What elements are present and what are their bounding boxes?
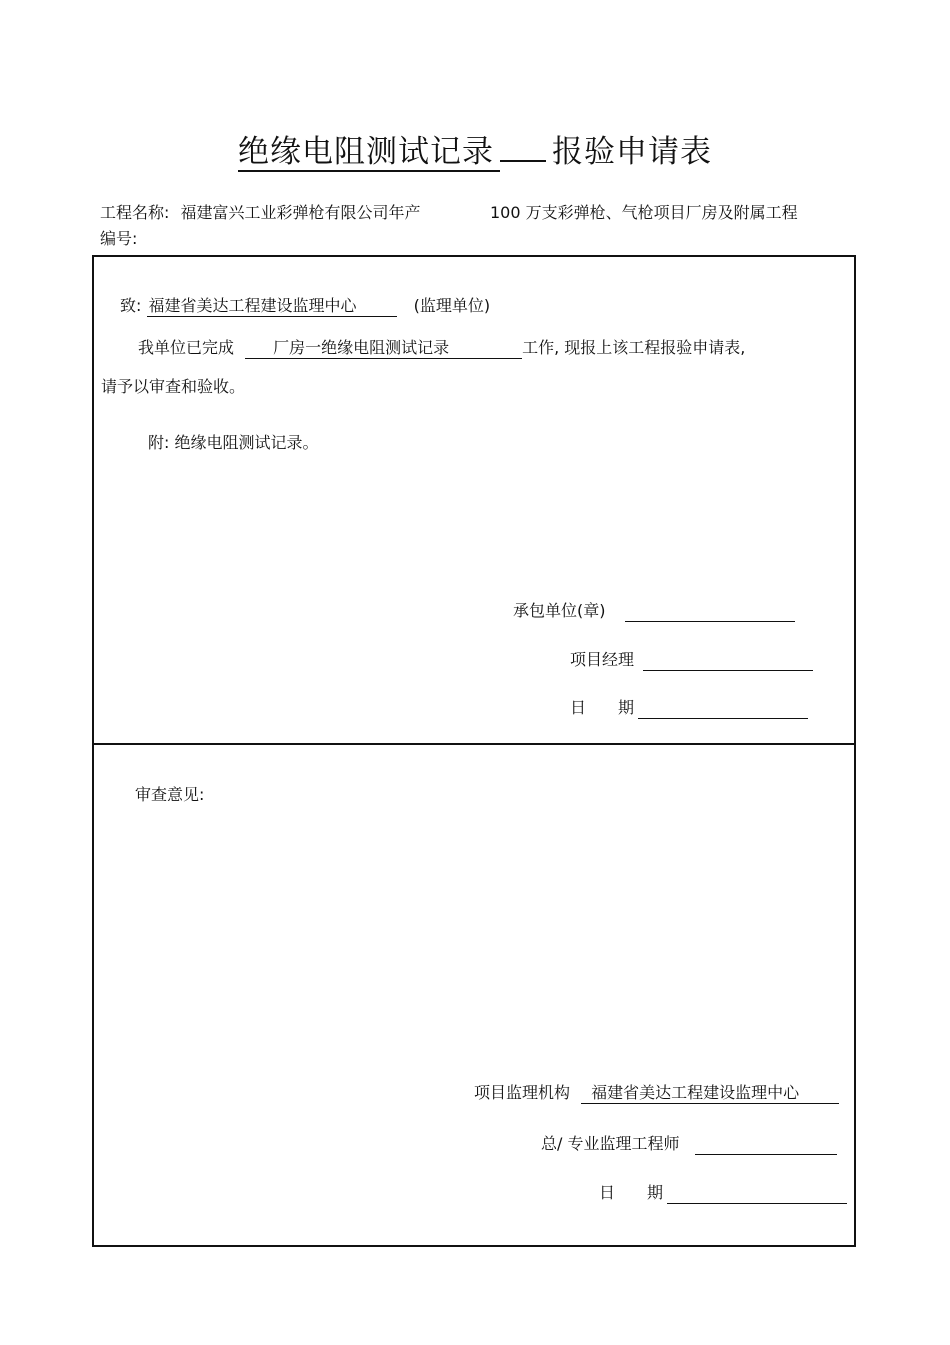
request-line: 请予以审查和验收。 bbox=[101, 377, 246, 396]
title-blank-line bbox=[500, 130, 546, 162]
completed-prefix: 我单位已完成 bbox=[138, 338, 235, 357]
engineer-signature-line bbox=[695, 1136, 837, 1155]
page-title bbox=[0, 130, 950, 174]
number-label: 编号: bbox=[100, 229, 138, 248]
section-divider bbox=[94, 743, 854, 745]
contractor-signature-line bbox=[625, 603, 795, 622]
org-row bbox=[474, 1082, 839, 1104]
project-name-part2: 100 万支彩弹枪、气枪项目厂房及附属工程 bbox=[490, 203, 798, 222]
review-date-row bbox=[599, 1182, 847, 1204]
title-form-name: 报验申请表 bbox=[552, 134, 712, 170]
completed-item: 厂房一绝缘电阻测试记录 bbox=[245, 338, 522, 359]
org-value: 福建省美达工程建设监理中心 bbox=[581, 1083, 839, 1104]
project-name-label: 工程名称: bbox=[100, 203, 170, 222]
manager-label: 项目经理 bbox=[570, 650, 635, 669]
project-name-row bbox=[100, 203, 421, 223]
manager-signature-line bbox=[643, 652, 813, 671]
review-date-line bbox=[667, 1185, 847, 1204]
completed-suffix: 工作, 现报上该工程报验申请表, bbox=[522, 338, 746, 357]
opinion-label: 审查意见: bbox=[135, 785, 205, 804]
engineer-label: 总/ 专业监理工程师 bbox=[541, 1134, 680, 1153]
contractor-label: 承包单位(章) bbox=[513, 601, 606, 620]
manager-row bbox=[570, 649, 813, 671]
project-name-part1: 福建富兴工业彩弹枪有限公司年产 bbox=[180, 203, 421, 222]
review-date-label: 日 期 bbox=[599, 1183, 664, 1202]
completed-row bbox=[138, 337, 745, 359]
request-date-line bbox=[638, 700, 808, 719]
to-row bbox=[120, 295, 490, 317]
request-date-row bbox=[570, 697, 808, 719]
to-suffix: (监理单位) bbox=[413, 296, 491, 315]
attachment-line: 附: 绝缘电阻测试记录。 bbox=[148, 433, 319, 452]
to-label: 致: bbox=[120, 296, 142, 315]
request-date-label: 日 期 bbox=[570, 698, 635, 717]
to-unit: 福建省美达工程建设监理中心 bbox=[147, 296, 397, 317]
contractor-row bbox=[513, 600, 795, 622]
org-label: 项目监理机构 bbox=[474, 1083, 571, 1102]
engineer-row bbox=[541, 1133, 837, 1155]
title-subject: 绝缘电阻测试记录 bbox=[238, 134, 500, 172]
